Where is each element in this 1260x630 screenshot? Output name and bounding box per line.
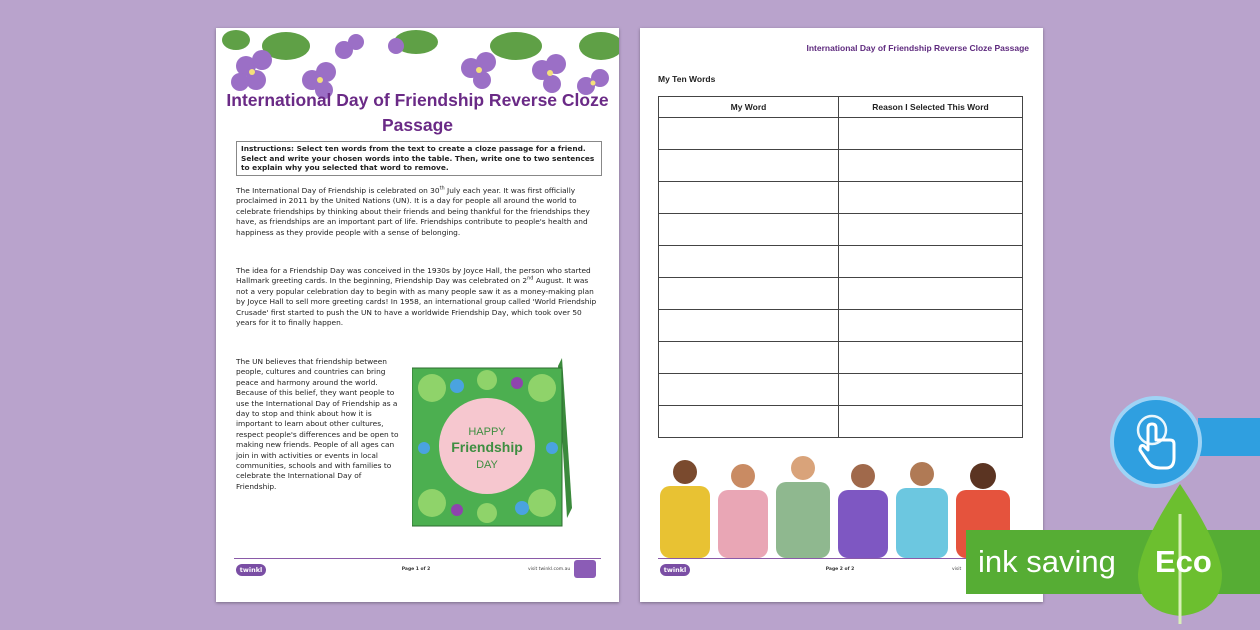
section-title: My Ten Words [658, 74, 716, 84]
hand-pointer-icon [1114, 400, 1198, 484]
my-word-cell[interactable] [659, 342, 839, 374]
table-row [659, 150, 1023, 182]
my-word-cell[interactable] [659, 374, 839, 406]
reason-cell[interactable] [839, 406, 1023, 438]
table-row [659, 214, 1023, 246]
instructions-box: Instructions: Select ten words from the text to create a cloze passage for a friend. Select and write your chosen words into the table. Then, write one to two sentences to explain why you selected that word to remove. [236, 141, 602, 176]
paragraph-3: The UN believes that friendship between people, cultures and countries can bring peace and harmony around the world. Because of this belief, they want people to use the International Day of Friendship as a day to stop and think about how it is important to learn about other cultures, respect people's differences and be open to making new friends. People of all ages can join in with activities or events in local communities, schools and with families to celebrate the International Day of Friendship. [236, 357, 399, 491]
page-title: International Day of Friendship Reverse Cloze Passage [226, 90, 609, 135]
table-row [659, 342, 1023, 374]
table-row [659, 182, 1023, 214]
reason-cell[interactable] [839, 118, 1023, 150]
card-friendship-text: Friendship [451, 439, 523, 455]
my-word-cell[interactable] [659, 246, 839, 278]
paragraph-1: The International Day of Friendship is celebrated on 30th July each year. It was first officially proclaimed in 2011 by the United Nations (UN). It is a day for people all around the world to celebrate friendships by thinking about their friends and being thankful for the friendships they have, as friendships are an important part of life. Friendships contribute to people's health and happiness as they provide people with a sense of belonging. [236, 185, 590, 237]
column-header-my-word: My Word [659, 97, 839, 118]
reason-cell[interactable] [839, 150, 1023, 182]
my-word-cell[interactable] [659, 118, 839, 150]
twinkl-logo: twinkl [660, 564, 690, 576]
table-row [659, 310, 1023, 342]
footer-site: visit twinkl.com.au [528, 567, 571, 572]
table-row [659, 246, 1023, 278]
table-row [659, 118, 1023, 150]
footer-divider [234, 558, 601, 559]
my-word-cell[interactable] [659, 182, 839, 214]
reason-cell[interactable] [839, 182, 1023, 214]
page-header: International Day of Friendship Reverse Cloze Passage [806, 43, 1029, 53]
pointer-bar [1198, 418, 1260, 456]
my-word-cell[interactable] [659, 406, 839, 438]
card-day-text: DAY [476, 459, 498, 471]
reason-cell[interactable] [839, 342, 1023, 374]
reason-cell[interactable] [839, 278, 1023, 310]
page-number: Page 2 of 2 [825, 567, 855, 572]
words-table [658, 96, 1023, 438]
paragraph-2: The idea for a Friendship Day was conceived in the 1930s by Joyce Hall, the person who started Hallmark greeting cards. In the beginning, Friendship Day was celebrated on 2nd August. It was not a very popular celebration day to begin with as many people saw it as a money-making plan by Joyce Hall to sell more greeting cards! In 1958, an international group called 'World Friendship Crusade' first started to push the UN to have a worldwide Friendship Day, which took over 50 years for it to finally happen. [236, 266, 597, 328]
eco-label: Eco [1155, 544, 1212, 579]
my-word-cell[interactable] [659, 278, 839, 310]
worksheet-page-2 [640, 28, 1043, 602]
table-row [659, 406, 1023, 438]
reason-cell[interactable] [839, 374, 1023, 406]
curriculum-badge-icon [574, 560, 596, 578]
my-word-cell[interactable] [659, 310, 839, 342]
reason-cell[interactable] [839, 310, 1023, 342]
ink-saving-label: ink saving [978, 544, 1116, 579]
card-happy-text: HAPPY [468, 426, 506, 438]
table-row [659, 374, 1023, 406]
page-number: Page 1 of 2 [401, 567, 431, 572]
footer-site: visit [952, 567, 962, 572]
friendship-day-card-illustration [412, 358, 572, 530]
worksheet-page-1 [216, 28, 619, 602]
touch-pointer-button[interactable] [1110, 396, 1202, 488]
column-header-reason: Reason I Selected This Word [839, 97, 1023, 118]
table-row [659, 278, 1023, 310]
table-header-row [659, 97, 1023, 118]
my-word-cell[interactable] [659, 214, 839, 246]
twinkl-logo: twinkl [236, 564, 266, 576]
reason-cell[interactable] [839, 214, 1023, 246]
my-word-cell[interactable] [659, 150, 839, 182]
reason-cell[interactable] [839, 246, 1023, 278]
